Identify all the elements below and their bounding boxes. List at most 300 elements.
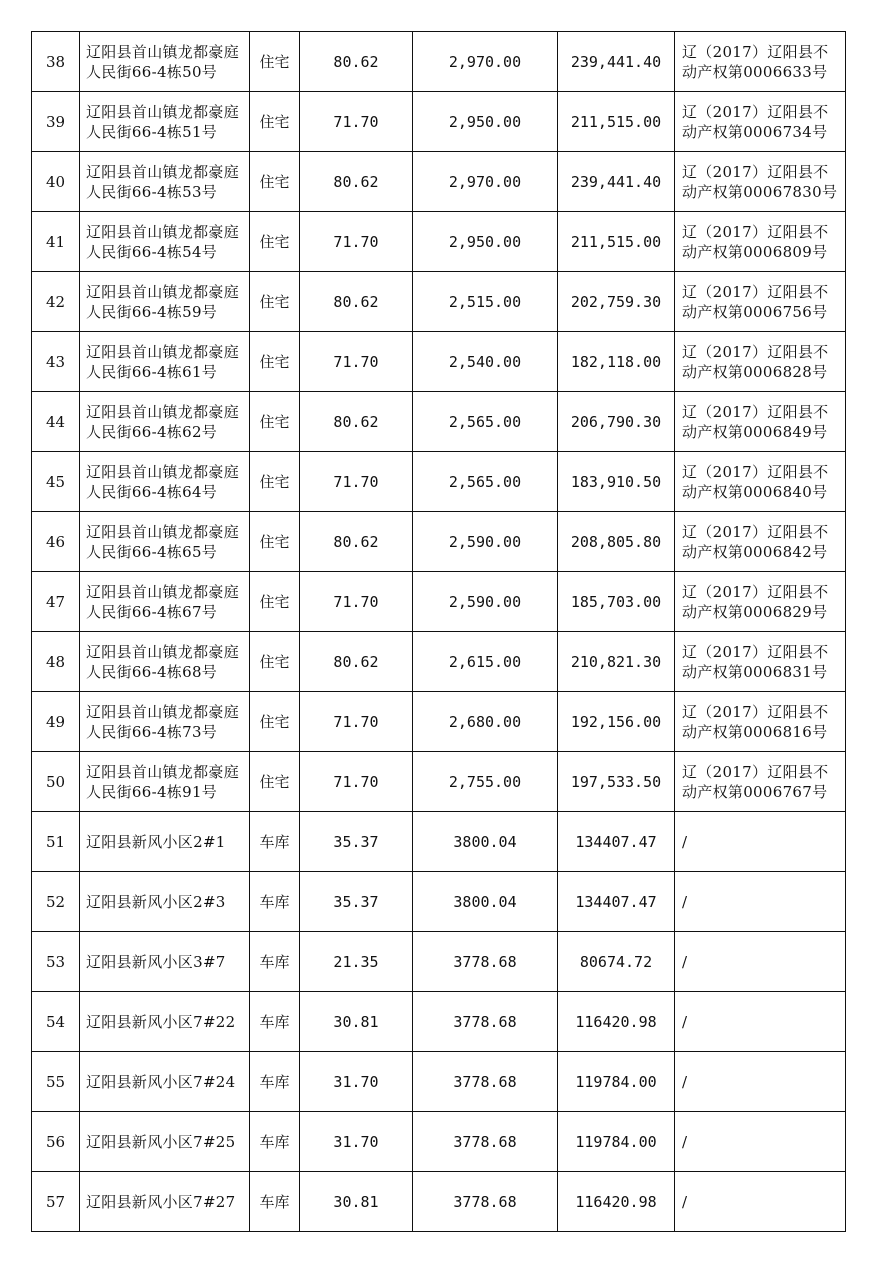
table-cell — [300, 992, 413, 1052]
table-row — [32, 332, 846, 392]
unit-price: 2,615.00 — [448, 652, 522, 671]
table-cell — [300, 1052, 413, 1112]
table-cell — [300, 1112, 413, 1172]
table-cell — [558, 872, 675, 932]
certificate-number: 辽（2017）辽阳县不动产权第0006756号 — [682, 282, 829, 321]
property-address: 辽阳县新风小区7#22 — [86, 1012, 236, 1031]
property-address: 辽阳县新风小区7#25 — [86, 1132, 236, 1151]
table-cell — [413, 32, 558, 92]
table-cell — [558, 992, 675, 1052]
property-address: 辽阳县首山镇龙都豪庭人民街66-4栋53号 — [86, 162, 240, 201]
table-cell — [675, 812, 846, 872]
table-cell — [250, 512, 300, 572]
table-cell — [250, 392, 300, 452]
unit-price: 2,970.00 — [448, 52, 522, 71]
table-cell — [80, 1112, 250, 1172]
certificate-number: 辽（2017）辽阳县不动产权第0006849号 — [682, 402, 829, 441]
table-cell — [300, 932, 413, 992]
table-cell — [675, 692, 846, 752]
property-type: 住宅 — [259, 772, 290, 791]
table-cell — [413, 692, 558, 752]
table-cell — [250, 992, 300, 1052]
property-area: 35.37 — [333, 892, 379, 911]
row-number: 41 — [45, 232, 66, 251]
property-area: 80.62 — [333, 652, 379, 671]
property-address: 辽阳县首山镇龙都豪庭人民街66-4栋51号 — [86, 102, 240, 141]
table-cell — [300, 332, 413, 392]
table-cell — [80, 332, 250, 392]
table-cell — [250, 572, 300, 632]
table-cell — [558, 1052, 675, 1112]
table-cell — [80, 1172, 250, 1232]
table-cell — [32, 272, 80, 332]
table-cell — [675, 512, 846, 572]
certificate-number: 辽（2017）辽阳县不动产权第0006829号 — [682, 582, 829, 621]
table-cell — [80, 512, 250, 572]
property-area: 71.70 — [333, 472, 379, 491]
property-type: 住宅 — [259, 52, 290, 71]
row-number: 46 — [45, 532, 66, 551]
property-table — [31, 31, 846, 1232]
property-area: 71.70 — [333, 352, 379, 371]
certificate-number: 辽（2017）辽阳县不动产权第0006809号 — [682, 222, 829, 261]
property-address: 辽阳县首山镇龙都豪庭人民街66-4栋68号 — [86, 642, 240, 681]
table-cell — [300, 632, 413, 692]
row-number: 50 — [45, 772, 66, 791]
total-value: 134407.47 — [575, 892, 657, 911]
table-cell — [558, 212, 675, 272]
table-cell — [32, 932, 80, 992]
table-cell — [413, 632, 558, 692]
table-cell — [80, 872, 250, 932]
table-cell — [413, 992, 558, 1052]
table-cell — [558, 512, 675, 572]
row-number: 52 — [45, 892, 66, 911]
table-row — [32, 512, 846, 572]
table-cell — [413, 92, 558, 152]
row-number: 56 — [45, 1132, 66, 1151]
property-area: 80.62 — [333, 172, 379, 191]
table-cell — [32, 692, 80, 752]
total-value: 211,515.00 — [570, 232, 662, 251]
table-cell — [413, 212, 558, 272]
table-row — [32, 32, 846, 92]
table-cell — [675, 32, 846, 92]
table-cell — [250, 752, 300, 812]
table-cell — [413, 272, 558, 332]
property-type: 车库 — [259, 952, 290, 971]
property-address: 辽阳县首山镇龙都豪庭人民街66-4栋73号 — [86, 702, 240, 741]
property-type: 住宅 — [259, 712, 290, 731]
table-cell — [32, 512, 80, 572]
table-cell — [300, 572, 413, 632]
table-cell — [32, 452, 80, 512]
certificate-number: / — [682, 1072, 688, 1091]
table-cell — [558, 332, 675, 392]
certificate-number: 辽（2017）辽阳县不动产权第0006633号 — [682, 42, 829, 81]
table-cell — [80, 32, 250, 92]
property-address: 辽阳县新风小区2#3 — [86, 892, 226, 911]
table-cell — [413, 332, 558, 392]
total-value: 116420.98 — [575, 1012, 657, 1031]
table-cell — [250, 152, 300, 212]
table-cell — [675, 932, 846, 992]
table-cell — [32, 392, 80, 452]
table-cell — [300, 392, 413, 452]
property-area: 80.62 — [333, 52, 379, 71]
table-cell — [558, 272, 675, 332]
table-cell — [250, 92, 300, 152]
table-cell — [558, 752, 675, 812]
table-cell — [558, 572, 675, 632]
table-cell — [675, 872, 846, 932]
table-cell — [413, 152, 558, 212]
certificate-number: 辽（2017）辽阳县不动产权第0006831号 — [682, 642, 829, 681]
property-type: 住宅 — [259, 232, 290, 251]
total-value: 202,759.30 — [570, 292, 662, 311]
unit-price: 2,680.00 — [448, 712, 522, 731]
row-number: 39 — [45, 112, 66, 131]
table-cell — [558, 1112, 675, 1172]
row-number: 38 — [45, 52, 66, 71]
table-cell — [675, 572, 846, 632]
table-cell — [413, 1172, 558, 1232]
property-type: 住宅 — [259, 532, 290, 551]
table-cell — [413, 1112, 558, 1172]
property-type: 车库 — [259, 1192, 290, 1211]
unit-price: 2,590.00 — [448, 532, 522, 551]
table-cell — [558, 932, 675, 992]
table-cell — [675, 1172, 846, 1232]
property-area: 35.37 — [333, 832, 379, 851]
row-number: 57 — [45, 1192, 66, 1211]
unit-price: 3778.68 — [453, 1072, 517, 1091]
property-type: 住宅 — [259, 292, 290, 311]
certificate-number: 辽（2017）辽阳县不动产权第0006828号 — [682, 342, 829, 381]
table-cell — [80, 272, 250, 332]
table-cell — [675, 272, 846, 332]
total-value: 119784.00 — [575, 1132, 657, 1151]
table-cell — [558, 452, 675, 512]
table-row — [32, 632, 846, 692]
table-cell — [675, 632, 846, 692]
table-cell — [32, 812, 80, 872]
table-cell — [413, 932, 558, 992]
total-value: 210,821.30 — [570, 652, 662, 671]
unit-price: 3778.68 — [453, 1192, 517, 1211]
property-type: 住宅 — [259, 172, 290, 191]
table-cell — [413, 1052, 558, 1112]
table-cell — [32, 1112, 80, 1172]
table-cell — [250, 332, 300, 392]
total-value: 197,533.50 — [570, 772, 662, 791]
property-address: 辽阳县首山镇龙都豪庭人民街66-4栋59号 — [86, 282, 240, 321]
property-address: 辽阳县新风小区3#7 — [86, 952, 226, 971]
row-number: 48 — [45, 652, 66, 671]
property-area: 80.62 — [333, 292, 379, 311]
unit-price: 3800.04 — [453, 892, 517, 911]
table-cell — [32, 152, 80, 212]
certificate-number: / — [682, 1012, 688, 1031]
table-row — [32, 1112, 846, 1172]
unit-price: 2,590.00 — [448, 592, 522, 611]
table-cell — [32, 32, 80, 92]
table-cell — [675, 212, 846, 272]
table-cell — [250, 632, 300, 692]
certificate-number: / — [682, 952, 688, 971]
table-cell — [80, 992, 250, 1052]
unit-price: 2,565.00 — [448, 472, 522, 491]
table-cell — [675, 332, 846, 392]
total-value: 182,118.00 — [570, 352, 662, 371]
row-number: 51 — [45, 832, 66, 851]
table-cell — [675, 392, 846, 452]
table-cell — [675, 92, 846, 152]
property-address: 辽阳县首山镇龙都豪庭人民街66-4栋91号 — [86, 762, 240, 801]
property-address: 辽阳县首山镇龙都豪庭人民街66-4栋54号 — [86, 222, 240, 261]
table-row — [32, 992, 846, 1052]
unit-price: 2,565.00 — [448, 412, 522, 431]
total-value: 183,910.50 — [570, 472, 662, 491]
row-number: 47 — [45, 592, 66, 611]
total-value: 239,441.40 — [570, 52, 662, 71]
table-cell — [80, 932, 250, 992]
total-value: 134407.47 — [575, 832, 657, 851]
row-number: 49 — [45, 712, 66, 731]
property-address: 辽阳县首山镇龙都豪庭人民街66-4栋65号 — [86, 522, 240, 561]
table-row — [32, 1172, 846, 1232]
table-cell — [300, 872, 413, 932]
table-cell — [80, 92, 250, 152]
table-cell — [558, 632, 675, 692]
table-cell — [413, 752, 558, 812]
table-cell — [80, 752, 250, 812]
table-cell — [300, 752, 413, 812]
table-cell — [558, 392, 675, 452]
table-cell — [80, 692, 250, 752]
property-area: 31.70 — [333, 1072, 379, 1091]
table-row — [32, 1052, 846, 1112]
table-cell — [32, 92, 80, 152]
property-area: 21.35 — [333, 952, 379, 971]
certificate-number: 辽（2017）辽阳县不动产权第0006816号 — [682, 702, 829, 741]
table-cell — [32, 632, 80, 692]
table-cell — [32, 1172, 80, 1232]
row-number: 43 — [45, 352, 66, 371]
table-cell — [413, 572, 558, 632]
table-cell — [250, 1112, 300, 1172]
property-type: 车库 — [259, 892, 290, 911]
property-address: 辽阳县首山镇龙都豪庭人民街66-4栋62号 — [86, 402, 240, 441]
total-value: 192,156.00 — [570, 712, 662, 731]
table-cell — [250, 32, 300, 92]
total-value: 208,805.80 — [570, 532, 662, 551]
certificate-number: / — [682, 1192, 688, 1211]
table-cell — [413, 812, 558, 872]
total-value: 185,703.00 — [570, 592, 662, 611]
property-address: 辽阳县首山镇龙都豪庭人民街66-4栋61号 — [86, 342, 240, 381]
table-cell — [300, 272, 413, 332]
table-cell — [80, 452, 250, 512]
table-row — [32, 572, 846, 632]
table-cell — [32, 872, 80, 932]
table-cell — [300, 512, 413, 572]
unit-price: 2,515.00 — [448, 292, 522, 311]
property-area: 71.70 — [333, 712, 379, 731]
property-address: 辽阳县首山镇龙都豪庭人民街66-4栋64号 — [86, 462, 240, 501]
table-cell — [32, 572, 80, 632]
table-row — [32, 92, 846, 152]
table-cell — [80, 212, 250, 272]
table-cell — [413, 512, 558, 572]
row-number: 44 — [45, 412, 66, 431]
table-cell — [32, 212, 80, 272]
property-type: 住宅 — [259, 412, 290, 431]
property-address: 辽阳县首山镇龙都豪庭人民街66-4栋50号 — [86, 42, 240, 81]
property-type: 车库 — [259, 832, 290, 851]
table-row — [32, 152, 846, 212]
table-cell — [675, 1112, 846, 1172]
table-cell — [250, 1172, 300, 1232]
table-cell — [558, 812, 675, 872]
total-value: 239,441.40 — [570, 172, 662, 191]
table-cell — [250, 932, 300, 992]
table-cell — [300, 152, 413, 212]
table-cell — [558, 692, 675, 752]
unit-price: 2,950.00 — [448, 232, 522, 251]
property-type: 住宅 — [259, 112, 290, 131]
total-value: 119784.00 — [575, 1072, 657, 1091]
row-number: 45 — [45, 472, 66, 491]
table-cell — [80, 572, 250, 632]
unit-price: 3778.68 — [453, 952, 517, 971]
table-cell — [80, 392, 250, 452]
property-area: 71.70 — [333, 112, 379, 131]
unit-price: 2,970.00 — [448, 172, 522, 191]
table-cell — [675, 152, 846, 212]
table-cell — [80, 1052, 250, 1112]
table-row — [32, 272, 846, 332]
table-cell — [250, 1052, 300, 1112]
table-row — [32, 212, 846, 272]
unit-price: 2,950.00 — [448, 112, 522, 131]
total-value: 80674.72 — [579, 952, 653, 971]
certificate-number: 辽（2017）辽阳县不动产权第0006840号 — [682, 462, 829, 501]
table-cell — [250, 692, 300, 752]
property-address: 辽阳县新风小区2#1 — [86, 832, 226, 851]
table-cell — [32, 1052, 80, 1112]
table-row — [32, 452, 846, 512]
table-cell — [675, 752, 846, 812]
row-number: 55 — [45, 1072, 66, 1091]
total-value: 116420.98 — [575, 1192, 657, 1211]
certificate-number: 辽（2017）辽阳县不动产权第0006767号 — [682, 762, 829, 801]
property-area: 30.81 — [333, 1012, 379, 1031]
property-type: 住宅 — [259, 592, 290, 611]
table-row — [32, 872, 846, 932]
table-cell — [300, 92, 413, 152]
certificate-number: / — [682, 1132, 688, 1151]
certificate-number: 辽（2017）辽阳县不动产权第00067830号 — [682, 162, 838, 201]
table-cell — [675, 452, 846, 512]
unit-price: 3800.04 — [453, 832, 517, 851]
table-row — [32, 692, 846, 752]
row-number: 54 — [45, 1012, 66, 1031]
property-type: 车库 — [259, 1072, 290, 1091]
table-cell — [558, 32, 675, 92]
certificate-number: / — [682, 892, 688, 911]
property-area: 71.70 — [333, 772, 379, 791]
table-cell — [413, 872, 558, 932]
property-address: 辽阳县首山镇龙都豪庭人民街66-4栋67号 — [86, 582, 240, 621]
table-cell — [300, 212, 413, 272]
table-row — [32, 932, 846, 992]
table-cell — [675, 1052, 846, 1112]
table-cell — [80, 812, 250, 872]
certificate-number: / — [682, 832, 688, 851]
table-row — [32, 752, 846, 812]
row-number: 40 — [45, 172, 66, 191]
certificate-number: 辽（2017）辽阳县不动产权第0006842号 — [682, 522, 829, 561]
table-cell — [300, 452, 413, 512]
row-number: 42 — [45, 292, 66, 311]
table-cell — [250, 272, 300, 332]
table-row — [32, 812, 846, 872]
table-cell — [80, 152, 250, 212]
property-area: 31.70 — [333, 1132, 379, 1151]
table-cell — [300, 1172, 413, 1232]
property-type: 车库 — [259, 1012, 290, 1031]
unit-price: 2,755.00 — [448, 772, 522, 791]
total-value: 206,790.30 — [570, 412, 662, 431]
unit-price: 3778.68 — [453, 1132, 517, 1151]
table-body — [32, 32, 846, 1232]
property-address: 辽阳县新风小区7#27 — [86, 1192, 236, 1211]
unit-price: 2,540.00 — [448, 352, 522, 371]
table-cell — [413, 452, 558, 512]
property-address: 辽阳县新风小区7#24 — [86, 1072, 236, 1091]
property-type: 住宅 — [259, 652, 290, 671]
row-number: 53 — [45, 952, 66, 971]
table-cell — [32, 752, 80, 812]
certificate-number: 辽（2017）辽阳县不动产权第0006734号 — [682, 102, 829, 141]
table-cell — [413, 392, 558, 452]
property-type: 车库 — [259, 1132, 290, 1151]
property-area: 71.70 — [333, 592, 379, 611]
property-area: 80.62 — [333, 412, 379, 431]
table-cell — [675, 992, 846, 1052]
table-cell — [32, 992, 80, 1052]
table-cell — [32, 332, 80, 392]
property-type: 住宅 — [259, 472, 290, 491]
unit-price: 3778.68 — [453, 1012, 517, 1031]
table-row — [32, 392, 846, 452]
table-cell — [250, 872, 300, 932]
table-cell — [250, 452, 300, 512]
table-cell — [300, 692, 413, 752]
table-cell — [300, 812, 413, 872]
total-value: 211,515.00 — [570, 112, 662, 131]
table-cell — [300, 32, 413, 92]
table-cell — [558, 92, 675, 152]
table-cell — [558, 1172, 675, 1232]
table-cell — [558, 152, 675, 212]
property-area: 80.62 — [333, 532, 379, 551]
property-area: 71.70 — [333, 232, 379, 251]
property-type: 住宅 — [259, 352, 290, 371]
table-cell — [250, 812, 300, 872]
property-area: 30.81 — [333, 1192, 379, 1211]
